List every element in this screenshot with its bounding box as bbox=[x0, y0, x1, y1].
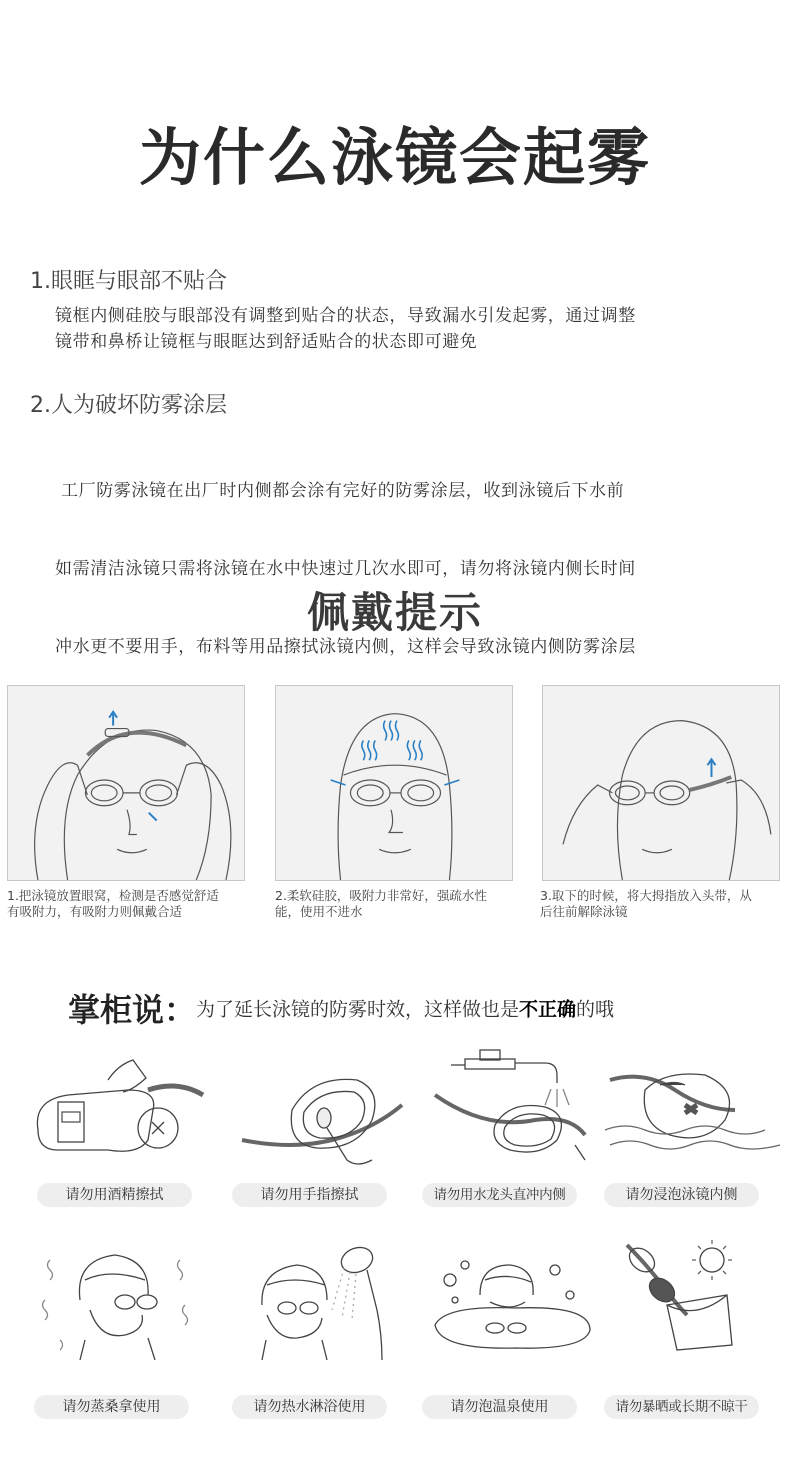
section-1-text bbox=[55, 303, 765, 355]
soak-icon bbox=[605, 1050, 785, 1170]
tips-heading bbox=[68, 985, 614, 1031]
section-1-line: 镜框内侧硅胶与眼部没有调整到贴合的状态，导致漏水引发起雾，通过调整 bbox=[55, 306, 636, 326]
caption-line: 能，使用不进水 bbox=[275, 904, 363, 919]
tip-item-6-label: 请勿热水淋浴使用 bbox=[232, 1395, 387, 1419]
goggles-suction-illustration bbox=[275, 685, 513, 881]
wearing-tips-title: 佩戴提示 bbox=[306, 588, 483, 637]
shower-icon bbox=[232, 1240, 412, 1360]
tips-lead: 掌柜说： bbox=[68, 991, 197, 1029]
wearing-step-2-caption bbox=[275, 888, 487, 920]
tips-text-a: 为了延长泳镜的防雾时效，这样做也是 bbox=[196, 998, 520, 1021]
section-2-line: 冲水更不要用手，布料等用品擦拭泳镜内侧，这样会导致泳镜内侧防雾涂层 bbox=[55, 637, 636, 657]
section-1-heading: 1.眼眶与眼部不贴合 bbox=[30, 269, 227, 294]
wearing-step-1-caption bbox=[7, 888, 219, 920]
tip-item-4-label: 请勿浸泡泳镜内侧 bbox=[604, 1183, 759, 1207]
tip-item-1-label: 请勿用酒精擦拭 bbox=[37, 1183, 192, 1207]
sun-exposure-icon bbox=[607, 1235, 787, 1355]
wearing-step-3-caption bbox=[540, 888, 752, 920]
tip-item-7-label: 请勿泡温泉使用 bbox=[422, 1395, 577, 1419]
alcohol-wipe-icon bbox=[28, 1050, 208, 1170]
goggles-press-illustration bbox=[7, 685, 245, 881]
page-title: 为什么泳镜会起雾 bbox=[138, 121, 651, 194]
section-1-line: 镜带和鼻桥让镜框与眼眶达到舒适贴合的状态即可避免 bbox=[55, 332, 478, 352]
tips-text-b: 的哦 bbox=[576, 998, 615, 1021]
sauna-icon bbox=[30, 1240, 210, 1360]
faucet-icon bbox=[425, 1045, 605, 1165]
caption-line: 3.取下的时候，将大拇指放入头带，从 bbox=[540, 888, 752, 903]
tip-item-5-label: 请勿蒸桑拿使用 bbox=[34, 1395, 189, 1419]
hot-spring-icon bbox=[425, 1240, 605, 1360]
tip-item-3-label: 请勿用水龙头直冲内侧 bbox=[422, 1183, 577, 1207]
caption-line: 后往前解除泳镜 bbox=[540, 904, 628, 919]
caption-line: 2.柔软硅胶，吸附力非常好，强疏水性 bbox=[275, 888, 487, 903]
section-2-line: 如需清洁泳镜只需将泳镜在水中快速过几次水即可，请勿将泳镜内侧长时间 bbox=[55, 559, 636, 579]
goggles-remove-illustration bbox=[542, 685, 780, 881]
caption-line: 有吸附力，有吸附力则佩戴合适 bbox=[7, 904, 183, 919]
section-2-line: 工厂防雾泳镜在出厂时内侧都会涂有完好的防雾涂层，收到泳镜后下水前 bbox=[55, 481, 625, 501]
section-2-heading: 2.人为破坏防雾涂层 bbox=[30, 393, 227, 418]
caption-line: 1.把泳镜放置眼窝，检测是否感觉舒适 bbox=[7, 888, 219, 903]
tip-item-2-label: 请勿用手指擦拭 bbox=[232, 1183, 387, 1207]
tips-text-strong: 不正确 bbox=[519, 998, 577, 1021]
tip-item-8-label: 请勿暴晒或长期不晾干 bbox=[604, 1395, 759, 1419]
finger-wipe-icon bbox=[232, 1050, 412, 1170]
